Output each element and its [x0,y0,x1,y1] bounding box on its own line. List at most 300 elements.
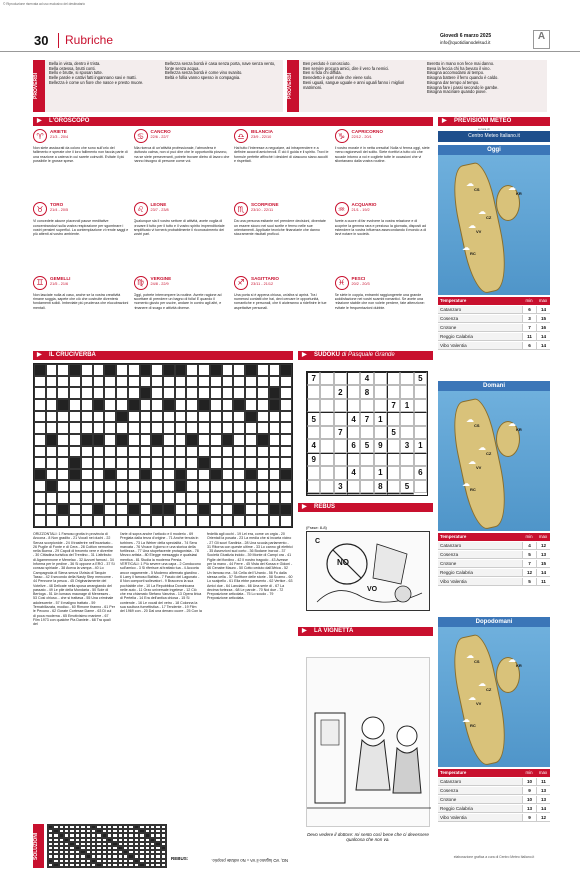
crossword-cell[interactable] [57,387,69,399]
sudoku-cell[interactable] [400,466,413,479]
crossword-cell[interactable] [140,515,152,527]
crossword-cell[interactable] [198,446,210,458]
crossword-cell[interactable] [257,457,269,469]
crossword-cell[interactable] [93,492,105,504]
crossword-cell[interactable] [46,411,58,423]
crossword-cell[interactable] [151,411,163,423]
crossword-cell[interactable] [269,504,281,516]
crossword-cell[interactable] [128,480,140,492]
crossword-grid[interactable] [33,363,293,528]
crossword-cell[interactable] [186,469,198,481]
crossword-cell[interactable] [57,422,69,434]
crossword-cell[interactable] [116,434,128,446]
sudoku-cell[interactable] [347,372,360,385]
crossword-cell[interactable] [198,376,210,388]
crossword-cell[interactable] [245,480,257,492]
crossword-cell[interactable] [104,411,116,423]
crossword-cell[interactable] [198,399,210,411]
sudoku-cell[interactable] [307,426,320,439]
crossword-cell[interactable] [140,480,152,492]
sudoku-cell[interactable]: 1 [374,466,387,479]
crossword-cell[interactable] [210,434,222,446]
crossword-cell[interactable] [163,504,175,516]
crossword-cell[interactable] [257,480,269,492]
crossword-cell[interactable] [222,364,234,376]
crossword-cell[interactable] [210,387,222,399]
crossword-cell[interactable] [151,446,163,458]
sudoku-cell[interactable] [400,412,413,425]
sudoku-cell[interactable] [387,385,400,398]
sudoku-cell[interactable] [320,399,333,412]
crossword-cell[interactable] [81,492,93,504]
crossword-cell[interactable] [151,515,163,527]
crossword-cell[interactable] [81,469,93,481]
crossword-cell[interactable] [175,469,187,481]
crossword-cell[interactable] [269,411,281,423]
crossword-cell[interactable] [222,434,234,446]
crossword-cell[interactable] [104,480,116,492]
crossword-cell[interactable] [163,457,175,469]
crossword-cell[interactable] [93,434,105,446]
crossword-cell[interactable] [233,376,245,388]
crossword-cell[interactable] [222,504,234,516]
crossword-cell[interactable] [163,492,175,504]
sudoku-cell[interactable] [414,385,427,398]
crossword-cell[interactable] [81,411,93,423]
crossword-cell[interactable] [198,387,210,399]
crossword-cell[interactable] [104,434,116,446]
sudoku-cell[interactable] [400,493,413,495]
sudoku-cell[interactable] [334,466,347,479]
sudoku-cell[interactable] [400,385,413,398]
crossword-cell[interactable] [81,457,93,469]
crossword-cell[interactable] [210,515,222,527]
crossword-cell[interactable] [140,364,152,376]
crossword-cell[interactable] [245,504,257,516]
crossword-cell[interactable] [34,480,46,492]
sudoku-cell[interactable]: 3 [400,439,413,452]
crossword-cell[interactable] [151,469,163,481]
crossword-cell[interactable] [175,399,187,411]
crossword-cell[interactable] [233,457,245,469]
crossword-cell[interactable] [186,422,198,434]
sudoku-cell[interactable] [374,453,387,466]
sudoku-cell[interactable]: 8 [360,385,373,398]
sudoku-cell[interactable]: 5 [307,412,320,425]
crossword-cell[interactable] [210,457,222,469]
crossword-cell[interactable] [151,457,163,469]
crossword-cell[interactable] [163,515,175,527]
crossword-cell[interactable] [81,446,93,458]
crossword-cell[interactable] [81,434,93,446]
crossword-cell[interactable] [175,376,187,388]
crossword-cell[interactable] [34,492,46,504]
crossword-cell[interactable] [163,434,175,446]
crossword-cell[interactable] [93,515,105,527]
crossword-cell[interactable] [140,399,152,411]
crossword-cell[interactable] [46,446,58,458]
crossword-cell[interactable] [210,364,222,376]
crossword-cell[interactable] [46,492,58,504]
crossword-cell[interactable] [46,504,58,516]
crossword-cell[interactable] [128,434,140,446]
sudoku-cell[interactable]: 7 [334,426,347,439]
crossword-cell[interactable] [34,469,46,481]
crossword-cell[interactable] [140,387,152,399]
crossword-cell[interactable] [93,457,105,469]
sudoku-cell[interactable]: 7 [307,372,320,385]
sudoku-cell[interactable]: 2 [334,385,347,398]
crossword-cell[interactable] [222,480,234,492]
crossword-cell[interactable] [69,376,81,388]
crossword-cell[interactable] [245,469,257,481]
crossword-cell[interactable] [57,411,69,423]
sudoku-cell[interactable] [360,426,373,439]
crossword-cell[interactable] [269,399,281,411]
crossword-cell[interactable] [198,469,210,481]
crossword-cell[interactable] [104,376,116,388]
sudoku-cell[interactable]: 5 [387,426,400,439]
crossword-cell[interactable] [233,411,245,423]
crossword-cell[interactable] [163,376,175,388]
crossword-cell[interactable] [257,469,269,481]
crossword-cell[interactable] [46,422,58,434]
sudoku-cell[interactable]: 4 [307,439,320,452]
sudoku-cell[interactable] [360,466,373,479]
crossword-cell[interactable] [128,399,140,411]
crossword-cell[interactable] [198,434,210,446]
crossword-cell[interactable] [222,492,234,504]
crossword-cell[interactable] [140,376,152,388]
crossword-cell[interactable] [257,492,269,504]
crossword-cell[interactable] [140,434,152,446]
sudoku-cell[interactable]: 7 [360,412,373,425]
sudoku-cell[interactable] [387,493,400,495]
sudoku-cell[interactable] [320,412,333,425]
crossword-cell[interactable] [222,469,234,481]
crossword-cell[interactable] [186,411,198,423]
crossword-cell[interactable] [280,422,292,434]
sudoku-cell[interactable] [307,399,320,412]
crossword-cell[interactable] [198,364,210,376]
crossword-cell[interactable] [210,399,222,411]
crossword-cell[interactable] [69,411,81,423]
crossword-cell[interactable] [186,387,198,399]
crossword-cell[interactable] [128,469,140,481]
crossword-cell[interactable] [128,457,140,469]
crossword-cell[interactable] [210,446,222,458]
crossword-cell[interactable] [245,387,257,399]
crossword-cell[interactable] [280,457,292,469]
sudoku-cell[interactable] [400,453,413,466]
crossword-cell[interactable] [280,446,292,458]
crossword-cell[interactable] [128,446,140,458]
crossword-cell[interactable] [57,364,69,376]
crossword-cell[interactable] [116,457,128,469]
crossword-cell[interactable] [46,480,58,492]
sudoku-grid[interactable] [306,371,428,496]
crossword-cell[interactable] [269,364,281,376]
crossword-cell[interactable] [175,411,187,423]
crossword-cell[interactable] [104,387,116,399]
crossword-cell[interactable] [93,469,105,481]
crossword-cell[interactable] [186,446,198,458]
sudoku-cell[interactable] [307,466,320,479]
crossword-cell[interactable] [69,480,81,492]
crossword-cell[interactable] [116,504,128,516]
crossword-cell[interactable] [175,422,187,434]
crossword-cell[interactable] [245,376,257,388]
crossword-cell[interactable] [69,504,81,516]
crossword-cell[interactable] [57,434,69,446]
crossword-cell[interactable] [57,469,69,481]
sudoku-cell[interactable]: 9 [307,453,320,466]
crossword-cell[interactable] [69,434,81,446]
crossword-cell[interactable] [93,399,105,411]
crossword-cell[interactable] [186,364,198,376]
crossword-cell[interactable] [163,480,175,492]
crossword-cell[interactable] [186,434,198,446]
crossword-cell[interactable] [245,515,257,527]
sudoku-cell[interactable]: 1 [400,399,413,412]
crossword-cell[interactable] [210,469,222,481]
crossword-cell[interactable] [128,364,140,376]
crossword-cell[interactable] [269,387,281,399]
sudoku-cell[interactable] [414,426,427,439]
sudoku-cell[interactable]: 4 [347,466,360,479]
sudoku-cell[interactable]: 6 [347,439,360,452]
crossword-cell[interactable] [280,411,292,423]
sudoku-cell[interactable] [400,426,413,439]
crossword-cell[interactable] [128,387,140,399]
crossword-cell[interactable] [257,434,269,446]
sudoku-cell[interactable] [307,385,320,398]
sudoku-cell[interactable] [307,493,320,495]
crossword-cell[interactable] [163,422,175,434]
crossword-cell[interactable] [57,457,69,469]
crossword-cell[interactable] [116,387,128,399]
crossword-cell[interactable] [116,364,128,376]
crossword-cell[interactable] [104,457,116,469]
crossword-cell[interactable] [116,376,128,388]
crossword-cell[interactable] [57,399,69,411]
crossword-cell[interactable] [233,446,245,458]
crossword-cell[interactable] [57,376,69,388]
sudoku-cell[interactable] [347,426,360,439]
crossword-cell[interactable] [269,515,281,527]
crossword-cell[interactable] [186,480,198,492]
crossword-cell[interactable] [163,446,175,458]
crossword-cell[interactable] [222,457,234,469]
crossword-cell[interactable] [140,422,152,434]
crossword-cell[interactable] [151,399,163,411]
crossword-cell[interactable] [104,469,116,481]
crossword-cell[interactable] [198,492,210,504]
crossword-cell[interactable] [175,446,187,458]
crossword-cell[interactable] [245,457,257,469]
crossword-cell[interactable] [93,376,105,388]
sudoku-cell[interactable] [320,372,333,385]
sudoku-cell[interactable] [307,480,320,493]
crossword-cell[interactable] [233,387,245,399]
sudoku-cell[interactable]: 1 [374,412,387,425]
crossword-cell[interactable] [245,422,257,434]
crossword-cell[interactable] [128,411,140,423]
crossword-cell[interactable] [116,492,128,504]
crossword-cell[interactable] [280,469,292,481]
crossword-cell[interactable] [34,376,46,388]
crossword-cell[interactable] [93,446,105,458]
crossword-cell[interactable] [81,387,93,399]
sudoku-cell[interactable] [374,399,387,412]
contact-email[interactable]: info@quotidianodelsud.it [440,40,491,45]
crossword-cell[interactable] [280,492,292,504]
crossword-cell[interactable] [81,422,93,434]
crossword-cell[interactable] [280,434,292,446]
crossword-cell[interactable] [233,480,245,492]
crossword-cell[interactable] [81,376,93,388]
crossword-cell[interactable] [269,446,281,458]
crossword-cell[interactable] [257,387,269,399]
crossword-cell[interactable] [233,504,245,516]
crossword-cell[interactable] [140,457,152,469]
crossword-cell[interactable] [163,364,175,376]
crossword-cell[interactable] [128,515,140,527]
crossword-cell[interactable] [245,492,257,504]
crossword-cell[interactable] [69,469,81,481]
crossword-cell[interactable] [46,376,58,388]
crossword-cell[interactable] [151,504,163,516]
crossword-cell[interactable] [140,469,152,481]
sudoku-cell[interactable] [387,453,400,466]
crossword-cell[interactable] [34,422,46,434]
crossword-cell[interactable] [57,480,69,492]
crossword-cell[interactable] [280,504,292,516]
sudoku-cell[interactable]: 6 [414,466,427,479]
crossword-cell[interactable] [175,364,187,376]
crossword-cell[interactable] [93,504,105,516]
crossword-cell[interactable] [34,364,46,376]
crossword-cell[interactable] [198,480,210,492]
sudoku-cell[interactable] [360,480,373,493]
crossword-cell[interactable] [81,504,93,516]
crossword-cell[interactable] [46,515,58,527]
crossword-cell[interactable] [245,364,257,376]
crossword-cell[interactable] [140,492,152,504]
sudoku-cell[interactable]: 7 [387,399,400,412]
crossword-cell[interactable] [269,469,281,481]
crossword-cell[interactable] [222,422,234,434]
sudoku-cell[interactable] [374,493,387,495]
crossword-cell[interactable] [245,446,257,458]
sudoku-cell[interactable] [320,466,333,479]
crossword-cell[interactable] [140,446,152,458]
crossword-cell[interactable] [245,434,257,446]
sudoku-cell[interactable] [360,399,373,412]
crossword-cell[interactable] [140,411,152,423]
crossword-cell[interactable] [280,387,292,399]
crossword-cell[interactable] [46,399,58,411]
sudoku-cell[interactable] [334,372,347,385]
crossword-cell[interactable] [140,504,152,516]
crossword-cell[interactable] [257,376,269,388]
sudoku-cell[interactable]: 9 [374,439,387,452]
crossword-cell[interactable] [280,515,292,527]
crossword-cell[interactable] [257,515,269,527]
crossword-cell[interactable] [186,376,198,388]
crossword-cell[interactable] [175,457,187,469]
crossword-cell[interactable] [93,480,105,492]
crossword-cell[interactable] [280,480,292,492]
crossword-cell[interactable] [151,387,163,399]
sudoku-cell[interactable] [387,412,400,425]
crossword-cell[interactable] [175,434,187,446]
crossword-cell[interactable] [175,515,187,527]
crossword-cell[interactable] [69,492,81,504]
crossword-cell[interactable] [186,457,198,469]
crossword-cell[interactable] [81,515,93,527]
crossword-cell[interactable] [34,446,46,458]
crossword-cell[interactable] [46,457,58,469]
sudoku-cell[interactable] [360,453,373,466]
sudoku-cell[interactable] [320,439,333,452]
crossword-cell[interactable] [81,399,93,411]
sudoku-cell[interactable] [347,385,360,398]
crossword-cell[interactable] [104,446,116,458]
crossword-cell[interactable] [104,422,116,434]
sudoku-cell[interactable] [400,372,413,385]
crossword-cell[interactable] [233,364,245,376]
sudoku-cell[interactable]: 5 [360,439,373,452]
crossword-cell[interactable] [116,515,128,527]
crossword-cell[interactable] [34,515,46,527]
crossword-cell[interactable] [210,480,222,492]
crossword-cell[interactable] [128,492,140,504]
crossword-cell[interactable] [104,504,116,516]
sudoku-cell[interactable] [374,372,387,385]
crossword-cell[interactable] [210,492,222,504]
crossword-cell[interactable] [257,446,269,458]
crossword-cell[interactable] [186,492,198,504]
sudoku-cell[interactable] [347,399,360,412]
crossword-cell[interactable] [93,411,105,423]
crossword-cell[interactable] [257,399,269,411]
crossword-cell[interactable] [269,376,281,388]
sudoku-cell[interactable] [334,399,347,412]
crossword-cell[interactable] [186,504,198,516]
crossword-cell[interactable] [175,504,187,516]
sudoku-cell[interactable]: 4 [347,412,360,425]
crossword-cell[interactable] [69,446,81,458]
crossword-cell[interactable] [269,480,281,492]
crossword-cell[interactable] [163,411,175,423]
crossword-cell[interactable] [57,504,69,516]
crossword-cell[interactable] [151,422,163,434]
crossword-cell[interactable] [175,480,187,492]
crossword-cell[interactable] [210,422,222,434]
crossword-cell[interactable] [93,364,105,376]
crossword-cell[interactable] [34,434,46,446]
crossword-cell[interactable] [128,504,140,516]
crossword-cell[interactable] [233,434,245,446]
sudoku-cell[interactable] [374,385,387,398]
sudoku-cell[interactable] [387,372,400,385]
crossword-cell[interactable] [46,469,58,481]
sudoku-cell[interactable] [387,439,400,452]
sudoku-cell[interactable] [387,466,400,479]
crossword-cell[interactable] [151,480,163,492]
crossword-cell[interactable] [151,364,163,376]
